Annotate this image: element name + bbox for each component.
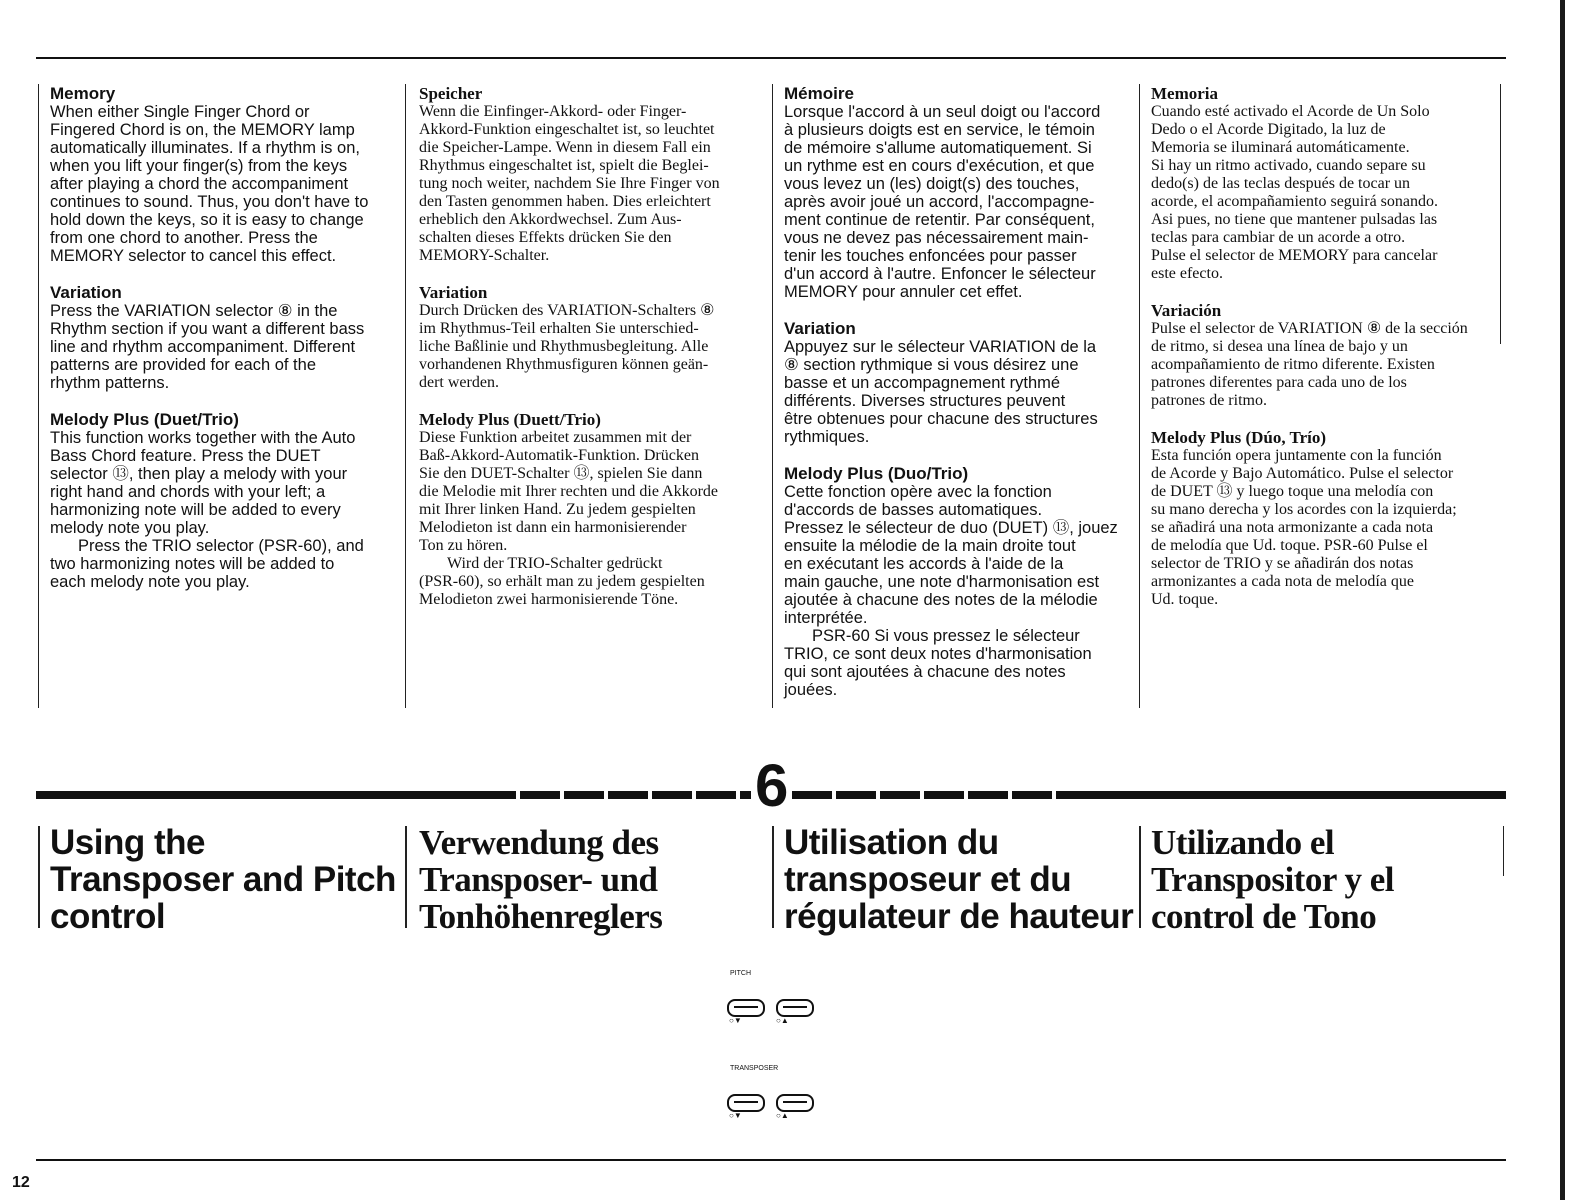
pitch-label: PITCH <box>730 970 751 977</box>
variation-heading: Variation <box>50 283 122 302</box>
spanish-column <box>1151 84 1506 627</box>
title-divider <box>1139 826 1141 928</box>
bottom-rule <box>36 1159 1506 1161</box>
melody-plus-heading: Melody Plus (Duo/Trio) <box>784 464 969 483</box>
melody-plus-text-trio: Press the TRIO selector (PSR-60), and two harmonizing notes will be added to each melody note you play. <box>50 537 364 591</box>
memory-heading: Memoria <box>1151 84 1219 103</box>
page-number: 12 <box>12 1174 30 1191</box>
melody-plus-text: Esta función opera juntamente con la función de Acorde y Bajo Automático. Pulse el selector de DUET ⑬ y luego toque una melodía con su mano derecha y los acordes con la izquierda; se añadirá una nota armonizante a cada nota de melodía que Ud. toque. PSR-60 Pulse el selector de TRIO y se añadirán dos notas armonizantes a cada nota de melodía que Ud. toque. <box>1151 447 1457 608</box>
variation-text: Press the VARIATION selector ⑧ in the Rhythm section if you want a different bass line and rhythm accompaniment. Different patterns are provided for each of the rhythm patterns. <box>50 302 365 392</box>
transposer-up-button[interactable] <box>776 1094 814 1112</box>
memory-heading: Mémoire <box>784 84 854 103</box>
english-column <box>50 84 400 609</box>
melody-plus-text: This function works together with the Auto Bass Chord feature. Press the DUET selector ⑬, then play a melody with your right hand and chords with your left; a harmonizing note will be added to every melody note you play. <box>50 429 356 537</box>
german-column <box>419 84 769 627</box>
chapter-rule-left-solid <box>36 791 486 799</box>
melody-plus-text-trio: Wird der TRIO-Schalter gedrückt (PSR-60), so erhält man zu jedem gespielten Melodieton zwei harmonisierende Töne. <box>419 555 705 608</box>
title-divider <box>772 826 774 928</box>
chapter-title-german: Verwendung des Transposer- und Tonhöhenreglers <box>419 823 663 936</box>
melody-plus-text-trio: PSR-60 Si vous pressez le sélecteur TRIO, ce sont deux notes d'harmonisation qui sont ajoutées à chacune des notes jouées. <box>784 627 1092 699</box>
transposer-down-button[interactable] <box>727 1094 765 1112</box>
variation-heading: Variation <box>419 283 488 302</box>
chapter-title-french: Utilisation du transposeur et du régulateur de hauteur <box>784 823 1134 936</box>
melody-plus-heading: Melody Plus (Duet/Trio) <box>50 410 239 429</box>
chapter-number: 6 <box>755 752 789 819</box>
melody-plus-text: Diese Funktion arbeitet zusammen mit der Baß-Akkord-Automatik-Funktion. Drücken Sie den DUET-Schalter ⑬, spielen Sie dann die Melodie mit Ihrer rechten und die Akkorde mit Ihrer linken Hand. Zu jedem gespielten Melodieton ist dann ein harmonisierender Ton zu hören. <box>419 429 719 554</box>
transposer-down-symbol: ○▼ <box>729 1111 742 1120</box>
variation-text: Durch Drücken des VARIATION-Schalters ⑧ im Rhythmus-Teil erhalten Sie unterschied- liche Baßlinie und Rhythmusbegleitung. Alle vorhandenen Rhythmusfiguren können geän- dert werden. <box>419 302 715 391</box>
page-edge-shadow <box>1560 0 1565 1200</box>
pitch-down-button[interactable] <box>727 999 765 1017</box>
memory-text: Wenn die Einfinger-Akkord- oder Finger- Akkord-Funktion eingeschaltet ist, so leuchtet die Speicher-Lampe. Wenn in diesem Fall ein Rhythmus eingeschaltet ist, spielt die Beglei- tung noch weiter, nachdem Sie Ihre Finger von den Tasten genommen haben. Dies erleichtert erheblich den Akkordwechsel. Zum Aus- schalten dieses Effekts drücken Sie den MEMORY-Schalter. <box>419 103 720 264</box>
column-divider <box>405 84 406 708</box>
memory-text: Cuando esté activado el Acorde de Un Solo Dedo o el Acorde Digitado, la luz de Memoria se iluminará automáticamente. Si hay un ritmo activado, cuando separe su dedo(s) de las teclas después de tocar un acorde, el acompañamiento seguirá sonando. Asi pues, no tiene que mantener pulsadas las teclas para cambiar de un acorde a otro. Pulse el selector de MEMORY para cancelar este efecto. <box>1151 103 1438 282</box>
top-rule <box>36 57 1506 59</box>
melody-plus-heading: Melody Plus (Duett/Trio) <box>419 410 601 429</box>
chapter-rule-right-solid <box>1056 791 1506 799</box>
title-divider <box>1503 826 1504 876</box>
variation-heading: Variation <box>784 319 856 338</box>
column-divider <box>1500 84 1501 344</box>
chapter-title-spanish: Utilizando el Transpositor y el control de Tono <box>1151 823 1394 936</box>
column-divider <box>772 84 773 708</box>
pitch-up-symbol: ○▲ <box>776 1016 789 1025</box>
column-divider <box>38 84 39 708</box>
column-divider <box>1139 84 1140 708</box>
transposer-up-symbol: ○▲ <box>776 1111 789 1120</box>
chapter-title-english: Using the Transposer and Pitch control <box>50 823 396 936</box>
memory-text: Lorsque l'accord à un seul doigt ou l'accord à plusieurs doigts est en service, le témoin de mémoire s'allume automatiquement. Si un rythme est en cours d'exécution, et que vous levez un (les) doigt(s) des touches, après avoir joué un accord, l'accompagne- ment continue de retentir. Par conséquent, vous ne devez pas nécessairement main- tenir les touches enfoncées pour passer d'un accord à l'autre. Enfoncer le sélecteur MEMORY pour annuler cet effet. <box>784 103 1101 301</box>
pitch-down-symbol: ○▼ <box>729 1016 742 1025</box>
variation-text: Pulse el selector de VARIATION ⑧ de la sección de ritmo, si desea una línea de bajo y un acompañamiento de ritmo diferente. Existen patrones diferentes para cada uno de los patrones de ritmo. <box>1151 320 1468 409</box>
variation-heading: Variación <box>1151 301 1222 320</box>
french-column <box>784 84 1134 717</box>
pitch-up-button[interactable] <box>776 999 814 1017</box>
transposer-label: TRANSPOSER <box>730 1065 779 1072</box>
title-divider <box>38 826 40 928</box>
variation-text: Appuyez sur le sélecteur VARIATION de la ⑧ section rythmique si vous désirez une basse et un accompagnement rythmé différents. Diverses structures peuvent être obtenues pour chacune des structures rythmiques. <box>784 338 1098 446</box>
title-divider <box>405 826 407 928</box>
memory-heading: Memory <box>50 84 116 103</box>
melody-plus-text: Cette fonction opère avec la fonction d'accords de basses automatiques. Pressez le sélecteur de duo (DUET) ⑬, jouez ensuite la mélodie de la main droite tout en exécutant les accords à l'aide de la main gauche, une note d'harmonisation est ajoutée à chacune des notes de la mélodie interprétée. <box>784 483 1118 627</box>
melody-plus-heading: Melody Plus (Dúo, Trío) <box>1151 428 1327 447</box>
memory-text: When either Single Finger Chord or Fingered Chord is on, the MEMORY lamp automatically illuminates. If a rhythm is on, when you lift your finger(s) from the keys after playing a chord the accompaniment continues to sound. Thus, you don't have to hold down the keys, so it is easy to change from one chord to another. Press the MEMORY selector to cancel this effect. <box>50 103 369 265</box>
memory-heading: Speicher <box>419 84 483 103</box>
